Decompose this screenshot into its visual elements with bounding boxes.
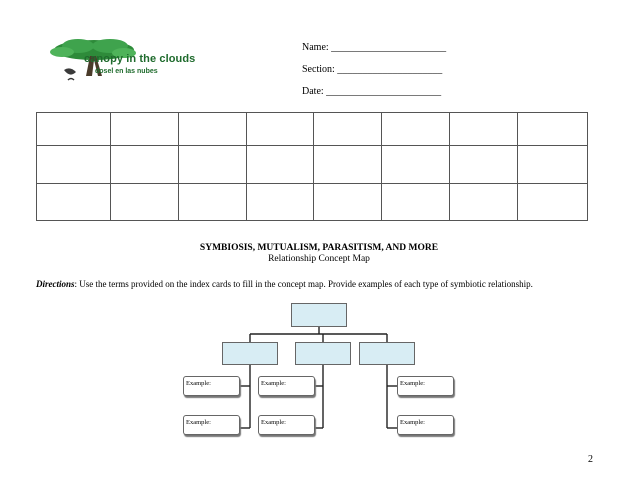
name-field[interactable]: Name: _______________________ bbox=[302, 42, 447, 53]
example-label: Example: bbox=[186, 419, 211, 426]
worksheet-title: SYMBIOSIS, MUTUALISM, PARASITISM, AND MORE bbox=[199, 243, 439, 253]
example-box[interactable] bbox=[183, 376, 240, 396]
directions-label: Directions bbox=[36, 279, 75, 289]
example-box[interactable] bbox=[397, 376, 454, 396]
logo-subtitle: dosel en las nubes bbox=[95, 68, 158, 75]
concept-box[interactable] bbox=[359, 342, 415, 365]
concept-box[interactable] bbox=[295, 342, 351, 365]
example-box[interactable] bbox=[258, 415, 315, 435]
date-field[interactable]: Date: _______________________ bbox=[302, 86, 442, 97]
example-label: Example: bbox=[400, 380, 425, 387]
example-label: Example: bbox=[261, 380, 286, 387]
logo-title: canopy in the clouds bbox=[84, 53, 196, 65]
worksheet-subtitle: Relationship Concept Map bbox=[268, 254, 370, 264]
example-label: Example: bbox=[261, 419, 286, 426]
section-field[interactable]: Section: _____________________ bbox=[302, 64, 443, 75]
example-label: Example: bbox=[400, 419, 425, 426]
example-box[interactable] bbox=[397, 415, 454, 435]
concept-box[interactable] bbox=[222, 342, 278, 365]
example-box[interactable] bbox=[183, 415, 240, 435]
example-label: Example: bbox=[186, 380, 211, 387]
page-number: 2 bbox=[588, 454, 593, 465]
directions-text: : Use the terms provided on the index cards to fill in the concept map. Provide examples of each type of symbiotic relationship. bbox=[74, 279, 533, 289]
example-box[interactable] bbox=[258, 376, 315, 396]
concept-box-main[interactable] bbox=[291, 303, 347, 327]
